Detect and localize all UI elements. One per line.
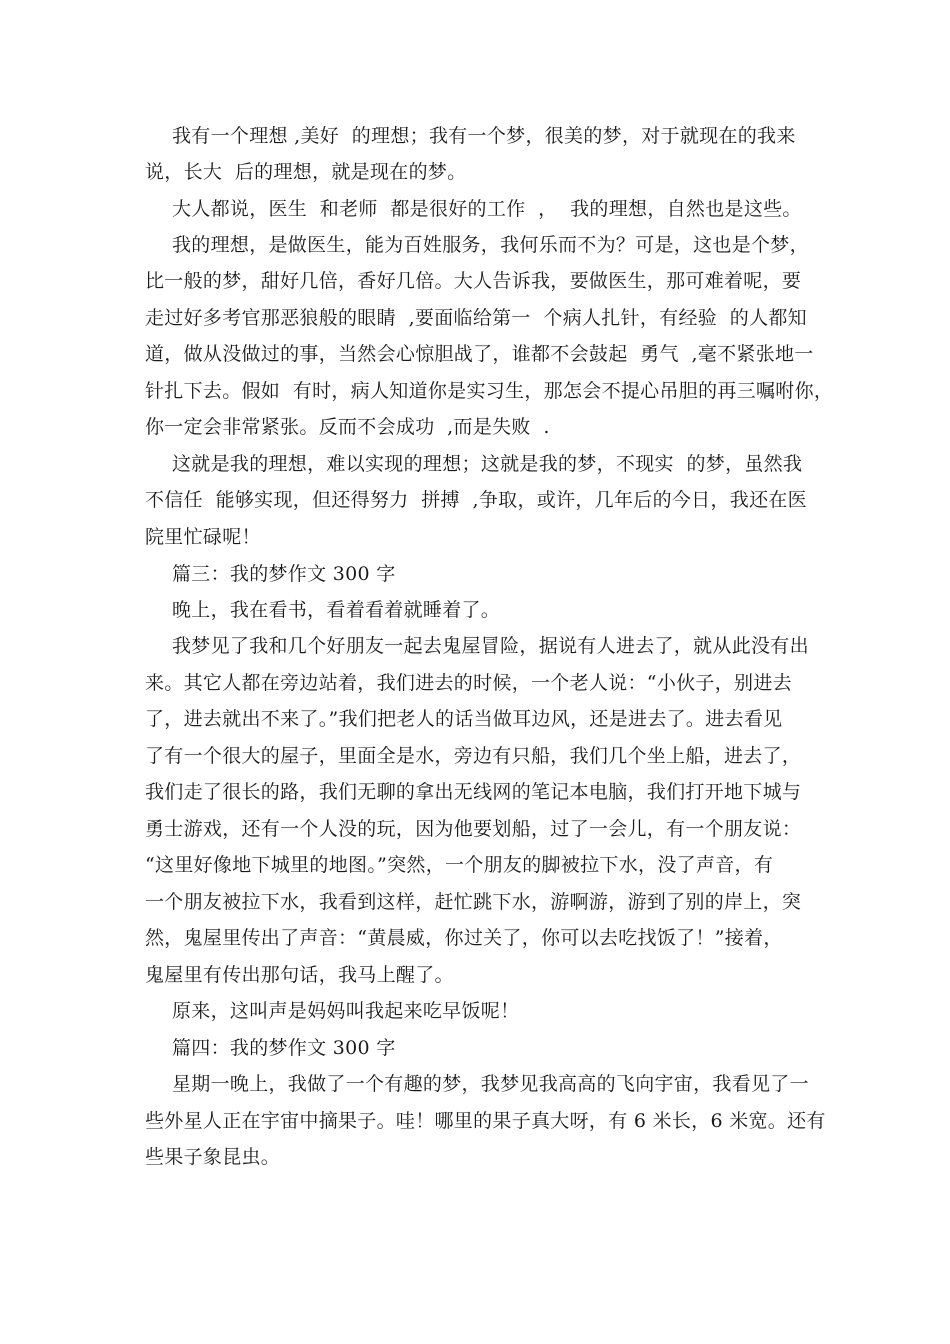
text-line: 然，鬼屋里传出了声音：“黄晨威，你过关了，你可以去吃找饭了！”接着， (145, 927, 783, 949)
text-line: 道，做从没做过的事，当然会心惊胆战了，谁都不会鼓起 勇气 ,毫不紧张地一 (145, 343, 814, 365)
text-line: 原来，这叫声是妈妈叫我起来吃早饭呢！ (172, 1000, 520, 1022)
text-line: 比一般的梦，甜好几倍，香好几倍。大人告诉我，要做医生，那可难着呢，要 (145, 270, 802, 292)
text-line: 院里忙碌呢！ (145, 526, 261, 548)
text-line: 我有一个理想 ,美好 的理想；我有一个梦，很美的梦，对于就现在的我来 (172, 125, 796, 147)
text-line: 走过好多考官那恶狼般的眼睛 ,要面临给第一 个病人扎针，有经验 的人都知 (145, 307, 807, 329)
text-line: 一个朋友被拉下水，我看到这样，赶忙跳下水，游啊游，游到了别的岸上，突 (145, 891, 802, 913)
text-line: 星期一晚上，我做了一个有趣的梦，我梦见我高高的飞向宇宙，我看见了一 (172, 1073, 809, 1095)
text-line: “这里好像地下城里的地图。”突然，一个朋友的脚被拉下水，没了声音，有 (145, 854, 774, 876)
text-line: 了，进去就出不来了。”我们把老人的话当做耳边风，还是进去了。进去看见 (145, 708, 783, 730)
text-line: 些果子象昆虫。 (145, 1146, 281, 1168)
text-line: 我的理想，是做医生，能为百姓服务，我何乐而不为？可是，这也是个梦， (172, 234, 809, 256)
text-line: 我们走了很长的路，我们无聊的拿出无线网的笔记本电脑，我们打开地下城与 (145, 781, 802, 803)
text-line: 你一定会非常紧张。反而不会成功 ,而是失败 . (145, 416, 550, 438)
text-line: 不信任 能够实现，但还得努力 拼搏 ,争取，或许，几年后的今日，我还在医 (145, 489, 807, 511)
text-line: 针扎下去。假如 有时，病人知道你是实习生，那怎会不提心吊胆的再三嘱咐你， (145, 380, 834, 402)
text-line: 这就是我的理想，难以实现的理想；这就是我的梦，不现实 的梦，虽然我 (172, 453, 803, 475)
text-line: 大人都说，医生 和老师 都是很好的工作 ， 我的理想，自然也是这些。 (172, 198, 802, 220)
text-line: 来。其它人都在旁边站着，我们进去的时候，一个老人说：“小伙子，别进去 (145, 672, 792, 694)
text-line: 了有一个很大的屋子，里面全是水，旁边有只船，我们几个坐上船，进去了， (145, 745, 802, 767)
text-line: 我梦见了我和几个好朋友一起去鬼屋冒险，据说有人进去了，就从此没有出 (172, 635, 809, 657)
section-heading: 篇四：我的梦作文 300 字 (172, 1037, 396, 1059)
text-line: 勇士游戏，还有一个人没的玩，因为他要划船，过了一会儿，有一个朋友说： (145, 818, 802, 840)
text-line: 些外星人正在宇宙中摘果子。哇！哪里的果子真大呀，有 6 米长，6 米宽。还有 (145, 1110, 826, 1132)
section-heading: 篇三：我的梦作文 300 字 (172, 563, 396, 585)
text-line: 晚上，我在看书，看着看着就睡着了。 (172, 599, 501, 621)
text-line: 鬼屋里有传出那句话，我马上醒了。 (145, 964, 454, 986)
text-line: 说，长大 后的理想，就是现在的梦。 (145, 161, 467, 183)
